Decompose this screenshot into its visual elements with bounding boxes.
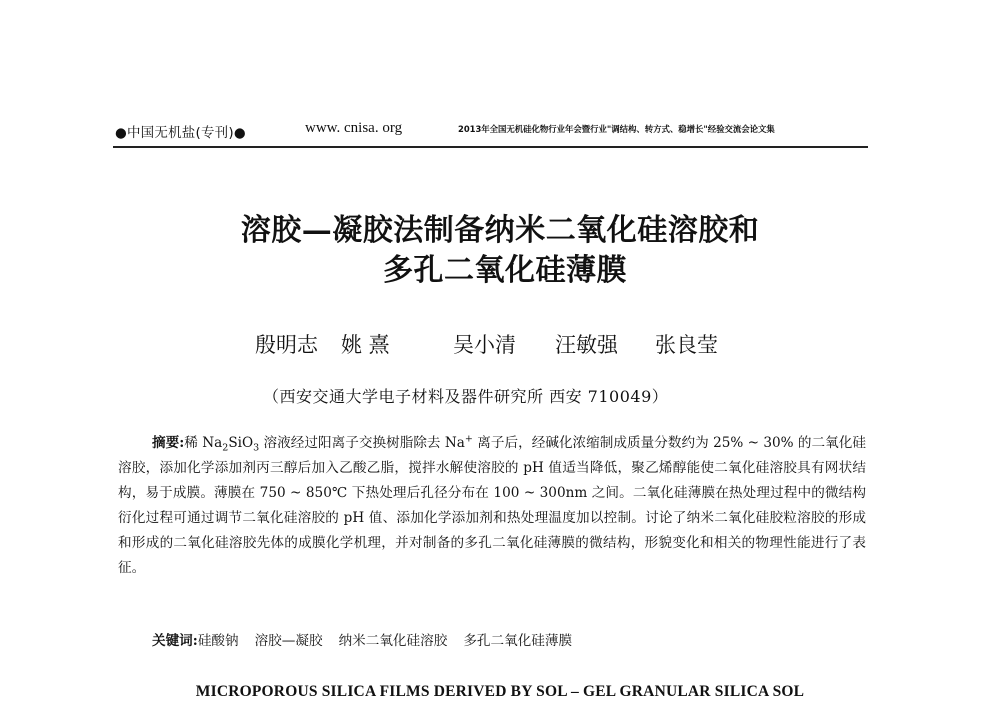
title-line-2: 多孔二氧化硅薄膜 bbox=[383, 253, 627, 288]
abstract-text: SiO bbox=[228, 435, 254, 451]
conference-proceedings: 2013年全国无机硅化物行业年会暨行业"调结构、转方式、稳增长"经验交流会论文集 bbox=[458, 124, 775, 134]
english-title: MICROPOROUS SILICA FILMS DERIVED BY SOL – GEL GRANULAR SILICA SOL bbox=[195, 683, 805, 700]
abstract-label: 摘要: bbox=[152, 435, 185, 451]
affiliation: （西安交通大学电子材料及器件研究所 西安 710049） bbox=[263, 387, 669, 406]
author: 殷明志 bbox=[255, 333, 318, 357]
keyword: 硅酸钠 bbox=[197, 633, 239, 649]
keywords-label: 关键词: bbox=[152, 633, 198, 649]
author: 姚 熹 bbox=[341, 333, 390, 357]
paper-title bbox=[0, 211, 1000, 291]
subscript: 3 bbox=[253, 442, 260, 454]
superscript: + bbox=[464, 433, 473, 445]
title-line-1: 溶胶—凝胶法制备纳米二氧化硅溶胶和 bbox=[240, 213, 760, 248]
journal-name: ●中国无机盐(专刊)● bbox=[115, 125, 246, 141]
abstract bbox=[118, 431, 866, 581]
abstract-text: 溶液经过阳离子交换树脂除去 Na bbox=[259, 435, 465, 451]
abstract-text: 离子后，经碱化浓缩制成质量分数约为 25% ~ 30% 的二氧化硅溶胶，添加化学添加剂丙三醇后加入乙酸乙脂，搅拌水解使溶胶的 pH 值适当降低，聚乙烯醇能使二氧化硅溶胶具有网状结构，易于成膜。薄膜在 750 ~ 850℃ 下热处理后孔径分布在 100 ~ 300nm 之间。二氧化硅薄膜在热处理过程中的微结构衍化过程可通过调节二氧化硅溶胶的 pH 值、添加化学添加剂和热处理温度加以控制。讨论了纳米二氧化硅胶粒溶胶的形成和形成的二氧化硅溶胶先体的成膜化学机理，并对制备的多孔二氧化硅薄膜的微结构，形貌变化和相关的物理性能进行了表征。 bbox=[118, 435, 866, 576]
keyword: 溶胶—凝胶 bbox=[254, 633, 323, 649]
author: 汪敏强 bbox=[555, 333, 618, 357]
keyword: 纳米二氧化硅溶胶 bbox=[338, 633, 448, 649]
author: 张良莹 bbox=[655, 333, 718, 357]
keywords bbox=[152, 629, 588, 649]
header-rule bbox=[113, 146, 868, 148]
running-header bbox=[115, 120, 865, 142]
subscript: 2 bbox=[222, 442, 229, 454]
author-list bbox=[255, 329, 815, 359]
keyword: 多孔二氧化硅薄膜 bbox=[463, 633, 573, 649]
journal-url[interactable]: www. cnisa. org bbox=[305, 120, 403, 136]
abstract-text: 稀 Na bbox=[184, 435, 223, 451]
author: 吴小清 bbox=[453, 333, 516, 357]
